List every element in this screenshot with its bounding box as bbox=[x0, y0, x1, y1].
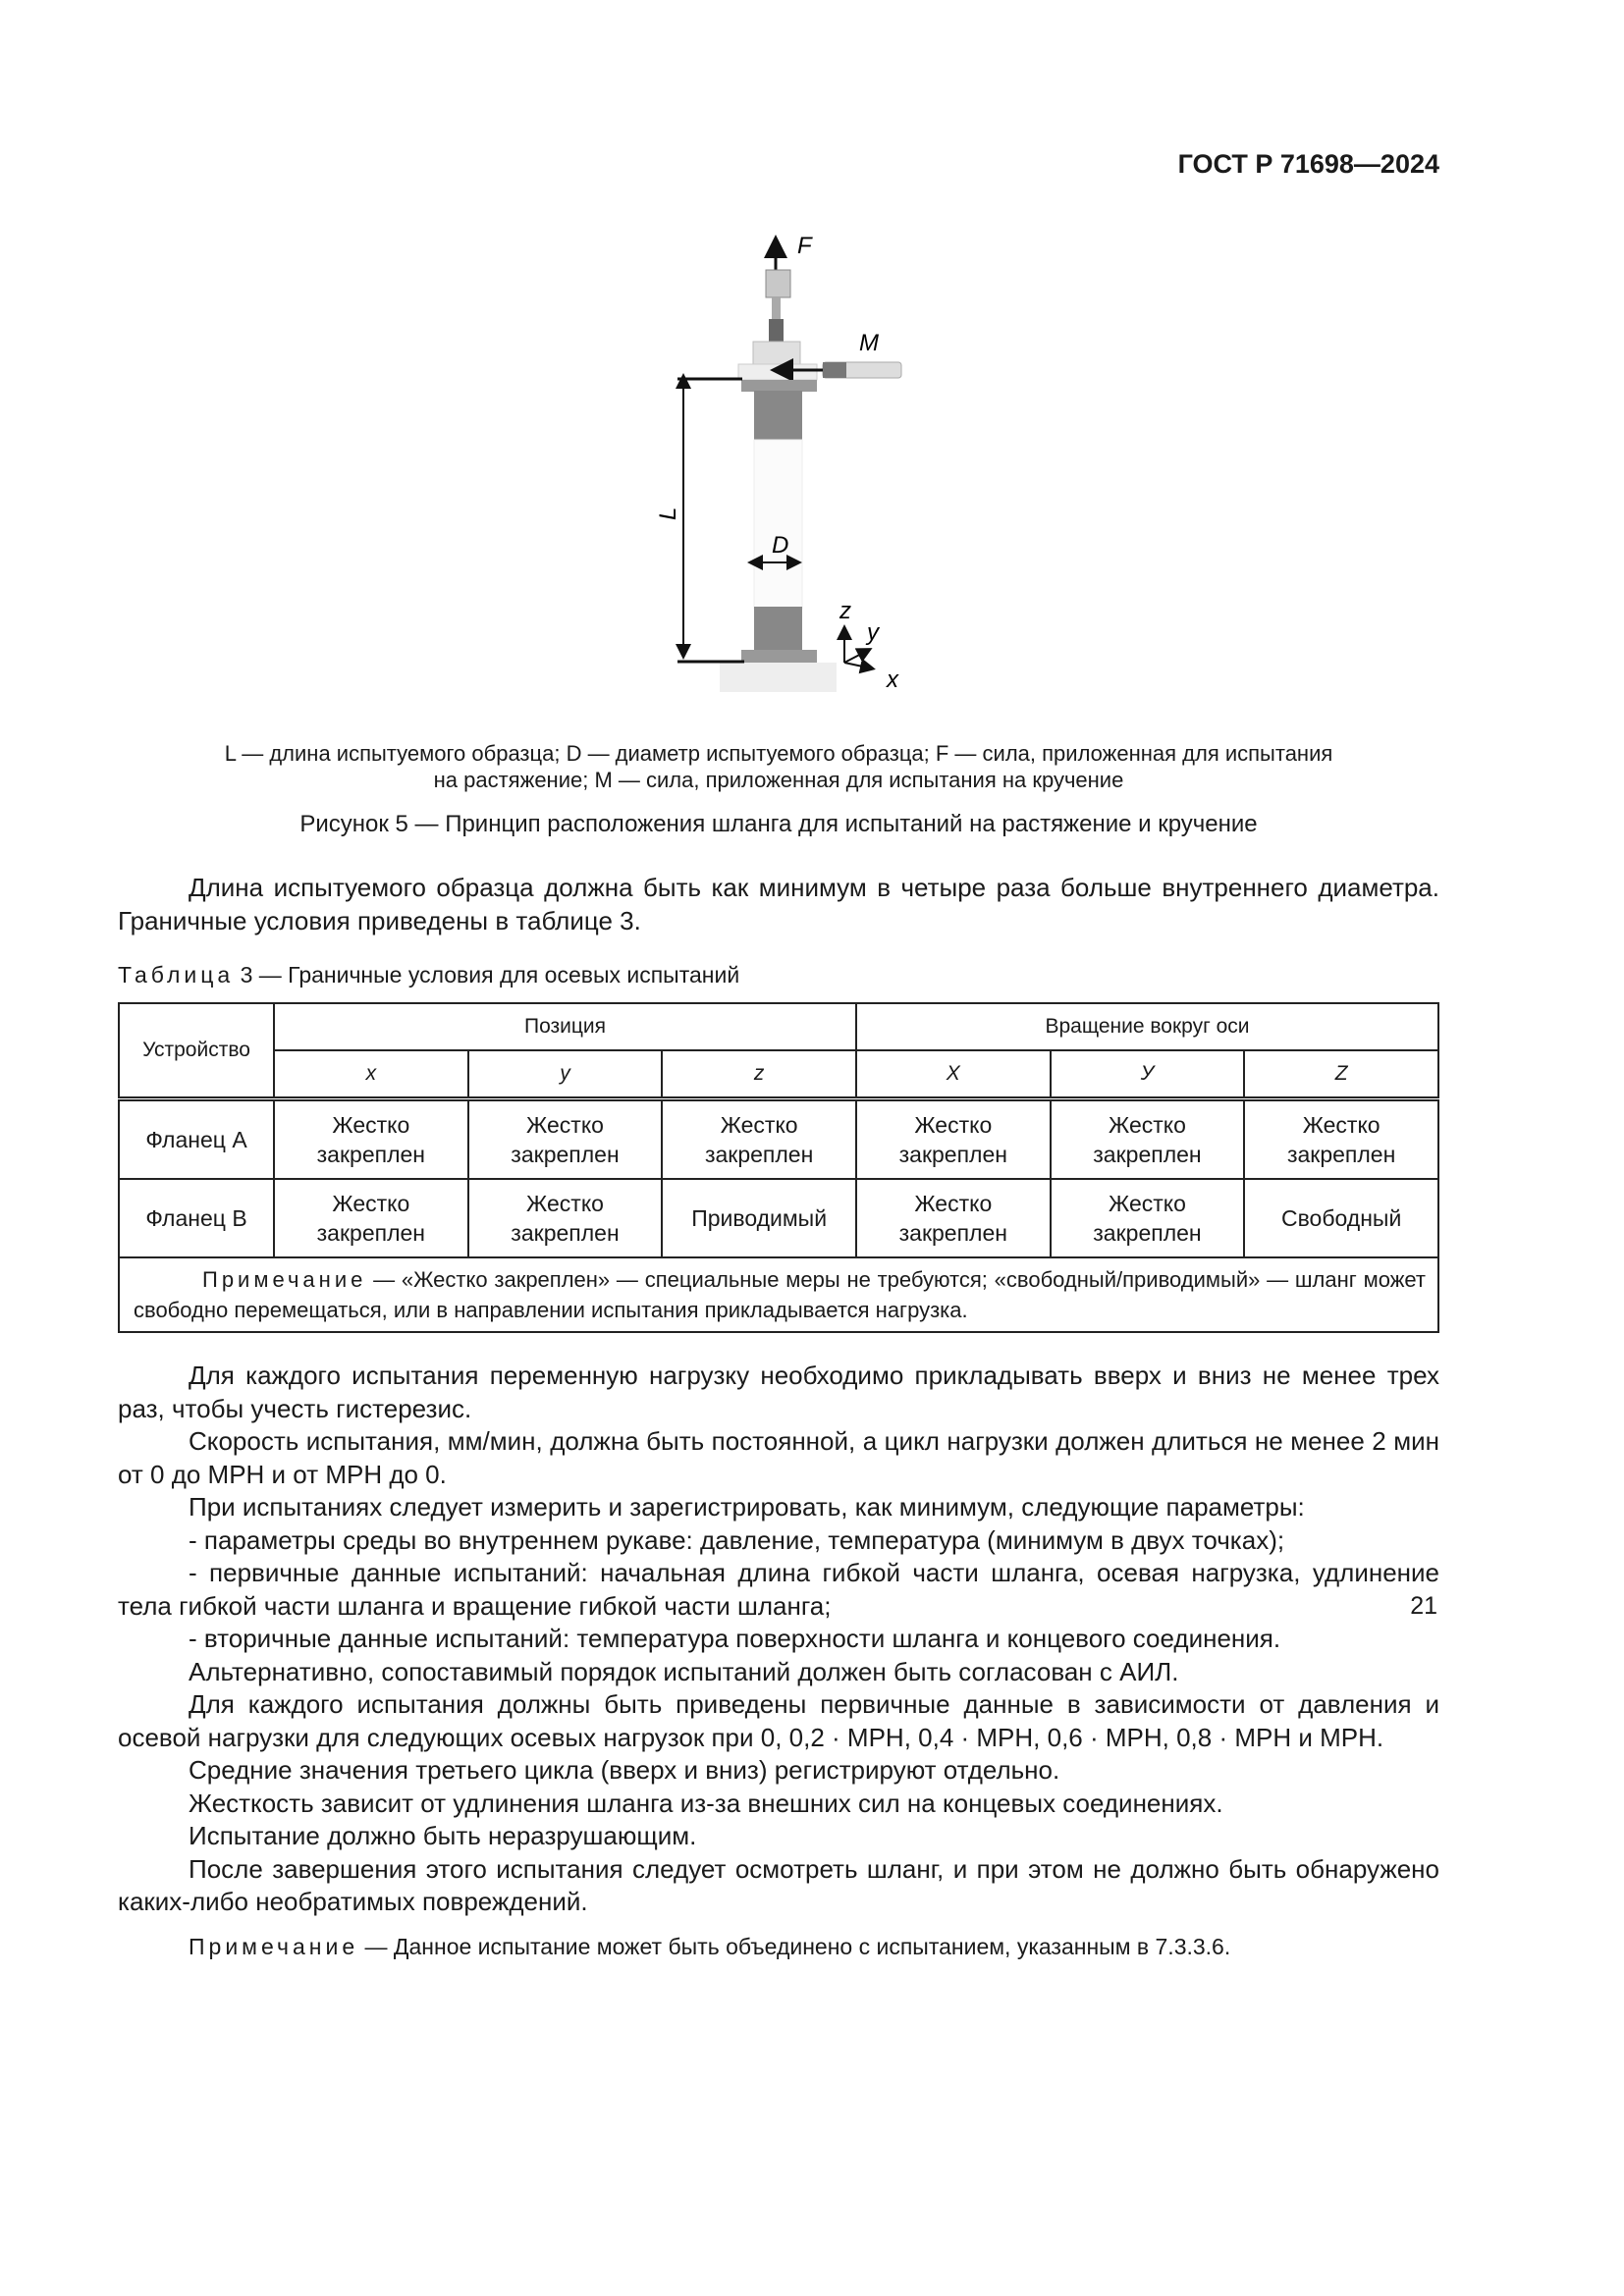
table-cell: Жестко закреплен bbox=[1244, 1099, 1438, 1180]
table-cell: Свободный bbox=[1244, 1179, 1438, 1257]
paragraph: Жесткость зависит от удлинения шланга из-за внешних сил на концевых соединениях. bbox=[189, 1788, 1223, 1818]
table-cell: Жестко закреплен bbox=[274, 1099, 468, 1180]
boundary-conditions-table bbox=[118, 1002, 1439, 1333]
hose-test-figure bbox=[628, 221, 923, 702]
table-cell: Жестко закреплен bbox=[468, 1179, 663, 1257]
paragraph: После завершения этого испытания следует осмотреть шланг, и при этом не должно быть обнаружено каких-либо необратимых повреждений. bbox=[118, 1853, 1439, 1916]
figure-legend-line: на растяжение; M — сила, приложенная для испытания на кручение bbox=[433, 768, 1124, 792]
paragraph: Скорость испытания, мм/мин, должна быть постоянной, а цикл нагрузки должен длиться не менее 2 мин от 0 до МРН и от МРН до 0. bbox=[118, 1426, 1439, 1489]
paragraph: Длина испытуемого образца должна быть как минимум в четыре раза больше внутреннего диаметра. Граничные условия приведены в таблице 3. bbox=[118, 873, 1439, 935]
table-title-word: Таблица bbox=[118, 962, 235, 988]
list-item: - параметры среды во внутреннем рукаве: давление, температура (минимум в двух точках); bbox=[189, 1524, 1285, 1555]
note-label: Примечание bbox=[202, 1267, 367, 1292]
note bbox=[118, 1931, 1439, 1964]
label-D: D bbox=[772, 532, 789, 559]
note-text: — «Жестко закреплен» — специальные меры не требуются; «свободный/приводимый» — шланг может свободно перемещаться, или в направлении испытания прикладывается нагрузка. bbox=[134, 1267, 1426, 1322]
table-title-text: 3 — Граничные условия для осевых испытаний bbox=[240, 962, 740, 988]
table-cell: Приводимый bbox=[662, 1179, 856, 1257]
table-cell: Жестко закреплен bbox=[1051, 1179, 1245, 1257]
subheader: x bbox=[274, 1050, 468, 1099]
page-number: 21 bbox=[1410, 1592, 1437, 1620]
table-cell: Жестко закреплен bbox=[274, 1179, 468, 1257]
paragraph: Для каждого испытания переменную нагрузку необходимо прикладывать вверх и вниз не менее трех раз, чтобы учесть гистерезис. bbox=[118, 1361, 1439, 1423]
subheader: y bbox=[468, 1050, 663, 1099]
label-M: M bbox=[859, 330, 879, 356]
label-x: x bbox=[887, 667, 898, 693]
figure-title: Рисунок 5 — Принцип расположения шланга для испытаний на растяжение и кручение bbox=[299, 811, 1258, 837]
table-note bbox=[119, 1257, 1438, 1332]
table-cell: Жестко закреплен bbox=[1051, 1099, 1245, 1180]
paragraph: Средние значения третьего цикла (вверх и вниз) регистрируют отдельно. bbox=[189, 1755, 1060, 1785]
label-z: z bbox=[839, 598, 851, 624]
label-F: F bbox=[797, 233, 812, 259]
paragraph: Для каждого испытания должны быть приведены первичные данные в зависимости от давления и осевой нагрузки для следующих осевых нагрузок при 0, 0,2 · МРН, 0,4 · МРН, 0,6 · МРН, 0,8 · МРН и МРН. bbox=[118, 1689, 1439, 1752]
paragraph: При испытаниях следует измерить и зарегистрировать, как минимум, следующие параметры: bbox=[189, 1492, 1305, 1522]
paragraph: Альтернативно, сопоставимый порядок испытаний должен быть согласован с АИЛ. bbox=[189, 1656, 1179, 1686]
table-cell: Жестко закреплен bbox=[856, 1179, 1051, 1257]
device-cell: Фланец А bbox=[119, 1099, 274, 1180]
subheader: z bbox=[662, 1050, 856, 1099]
y-axis bbox=[844, 650, 869, 663]
x-axis bbox=[844, 663, 872, 668]
figure-legend-line: L — длина испытуемого образца; D — диаметр испытуемого образца; F — сила, приложенная для испытания bbox=[224, 741, 1333, 766]
note-label: Примечание bbox=[189, 1933, 359, 1959]
header-device: Устройство bbox=[119, 1003, 274, 1099]
table-title bbox=[118, 962, 739, 988]
table-cell: Жестко закреплен bbox=[856, 1099, 1051, 1180]
subheader: Z bbox=[1244, 1050, 1438, 1099]
list-item: - первичные данные испытаний: начальная длина гибкой части шланга, осевая нагрузка, удлинение тела гибкой части шланга и вращение гибкой части шланга; bbox=[118, 1558, 1439, 1621]
table-cell: Жестко закреплен bbox=[662, 1099, 856, 1180]
table-row bbox=[119, 1099, 1438, 1180]
label-y: y bbox=[867, 619, 879, 646]
header-position: Позиция bbox=[274, 1003, 856, 1050]
table-row bbox=[119, 1179, 1438, 1257]
intro-paragraph bbox=[118, 872, 1439, 937]
document-header: ГОСТ Р 71698—2024 bbox=[1177, 149, 1439, 179]
subheader: У bbox=[1051, 1050, 1245, 1099]
header-rotation: Вращение вокруг оси bbox=[856, 1003, 1438, 1050]
figure-legend bbox=[118, 740, 1439, 793]
paragraph: Испытание должно быть неразрушающим. bbox=[189, 1821, 697, 1850]
body-text bbox=[118, 1360, 1439, 1963]
device-cell: Фланец В bbox=[119, 1179, 274, 1257]
subheader: X bbox=[856, 1050, 1051, 1099]
note-text: — Данное испытание может быть объединено с испытанием, указанным в 7.3.3.6. bbox=[358, 1933, 1231, 1959]
label-L: L bbox=[655, 507, 681, 520]
list-item: - вторичные данные испытаний: температура поверхности шланга и концевого соединения. bbox=[189, 1624, 1281, 1653]
table-cell: Жестко закреплен bbox=[468, 1099, 663, 1180]
